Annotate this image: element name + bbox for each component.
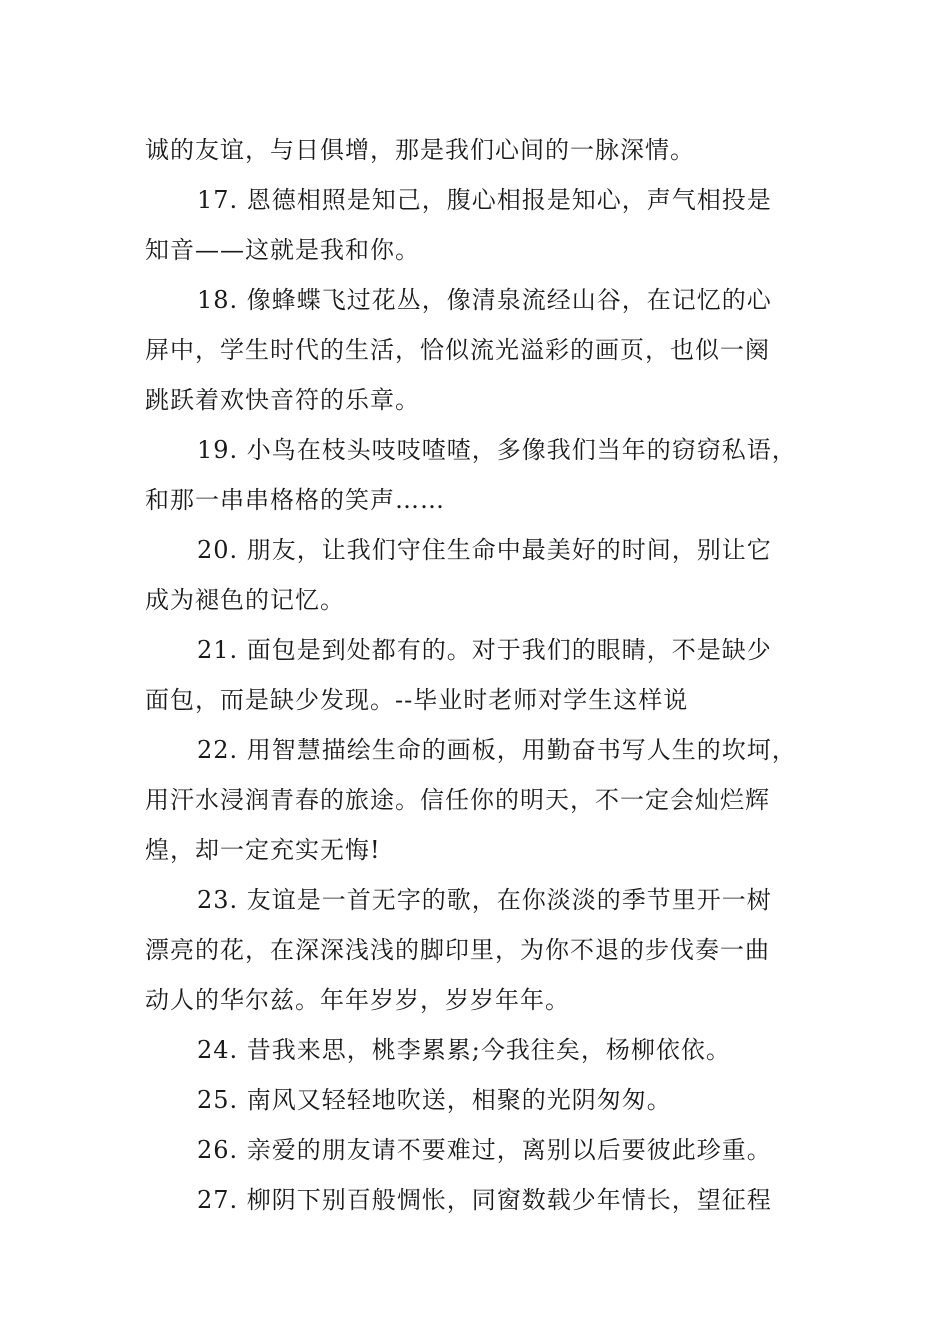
text-line: 漂亮的花，在深深浅浅的脚印里，为你不退的步伐奏一曲	[145, 936, 770, 964]
text-line: 用汗水浸润青春的旅途。信任你的明天，不一定会灿烂辉	[145, 786, 770, 814]
text-line: 和那一串串格格的笑声……	[145, 486, 445, 514]
text-line: 动人的华尔兹。年年岁岁，岁岁年年。	[145, 986, 570, 1014]
text-line-item-25: 25. 南风又轻轻地吹送，相聚的光阴匆匆。	[197, 1086, 672, 1114]
text-line: 跳跃着欢快音符的乐章。	[145, 386, 420, 414]
text-line-item-22: 22. 用智慧描绘生命的画板，用勤奋书写人生的坎坷，	[197, 736, 797, 764]
text-line-item-24: 24. 昔我来思，桃李累累;今我往矣，杨柳依依。	[197, 1036, 731, 1064]
document-body	[145, 125, 817, 1225]
text-line-item-21: 21. 面包是到处都有的。对于我们的眼睛，不是缺少	[197, 636, 772, 664]
text-line-item-23: 23. 友谊是一首无字的歌，在你淡淡的季节里开一树	[197, 886, 772, 914]
text-line-item-26: 26. 亲爱的朋友请不要难过，离别以后要彼此珍重。	[197, 1136, 772, 1164]
text-line: 面包，而是缺少发现。--毕业时老师对学生这样说	[145, 686, 689, 714]
text-line-item-17: 17. 恩德相照是知己，腹心相报是知心，声气相投是	[197, 186, 772, 214]
text-line: 成为褪色的记忆。	[145, 586, 345, 614]
text-line: 屏中，学生时代的生活，恰似流光溢彩的画页，也似一阕	[145, 336, 770, 364]
text-line-item-27: 27. 柳阴下别百般惆怅，同窗数载少年情长，望征程	[197, 1186, 772, 1214]
text-line: 诚的友谊，与日俱增，那是我们心间的一脉深情。	[145, 136, 695, 164]
text-line: 知音——这就是我和你。	[145, 236, 420, 264]
text-line: 煌，却一定充实无悔!	[145, 836, 381, 864]
text-line-item-20: 20. 朋友，让我们守住生命中最美好的时间，别让它	[197, 536, 772, 564]
text-line-item-19: 19. 小鸟在枝头吱吱喳喳，多像我们当年的窃窃私语，	[197, 436, 797, 464]
text-line-item-18: 18. 像蜂蝶飞过花丛，像清泉流经山谷，在记忆的心	[197, 286, 772, 314]
